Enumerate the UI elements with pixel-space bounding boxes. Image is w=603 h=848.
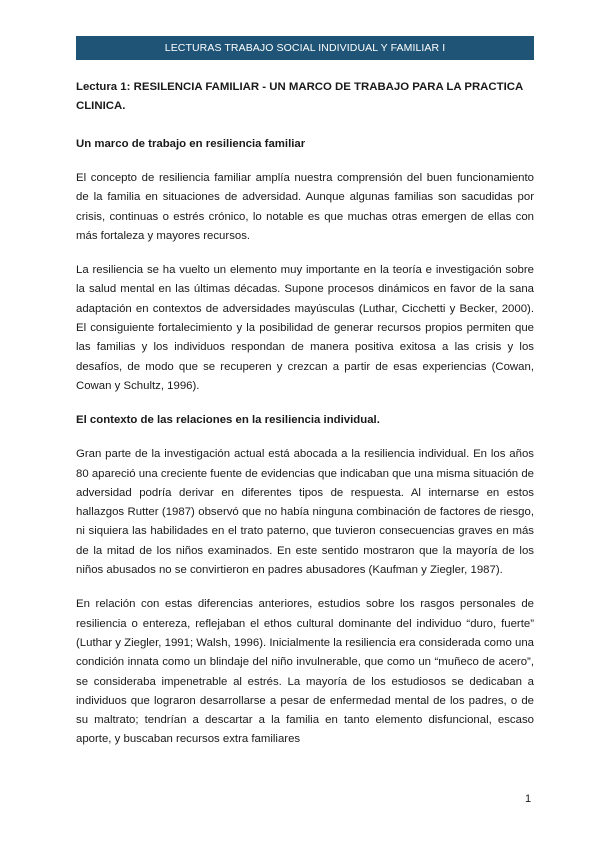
section-heading-marco: Un marco de trabajo en resiliencia familiar: [76, 138, 306, 150]
section-heading-contexto: El contexto de las relaciones en la resiliencia individual.: [76, 414, 380, 427]
running-header-title: LECTURAS TRABAJO SOCIAL INDIVIDUAL Y FAMILIAR I: [164, 42, 446, 54]
running-header: [76, 36, 534, 60]
paragraph-3: Gran parte de la investigación actual está abocada a la resiliencia individual. En los años 80 apareció una creciente fuente de evidencias que indicaban que una misma situación de adversidad podría derivar en diferentes tipos de respuesta. Al internarse en estos hallazgos Rutter (1987) observó que no había ninguna combinación de factores de riesgo, ni siquiera las habilidades en el trato paterno, que tuvieron consecuencias graves en más de la mitad de los niños examinados. En este sentido mostraron que la mayoría de los niños abusados no se convirtieron en padres abusadores (Kaufman y Ziegler, 1987).: [76, 448, 534, 577]
document-title-main: RESILENCIA FAMILIAR - UN MARCO DE TRABAJO PARA LA PRACTICA CLINICA.: [76, 81, 523, 112]
paragraph-2: La resiliencia se ha vuelto un elemento muy importante en la teoría e investigación sobre la salud mental en las últimas décadas. Supone procesos dinámicos en favor de la sana adaptación en contextos de adversidades mayúsculas (Luthar, Cicchetti y Becker, 2000). El consiguiente fortalecimiento y la posibilidad de generar recursos propios permiten que las familias y los individuos respondan de manera positiva exitosa a las crisis y los desafíos, de modo que se recuperen y crezcan a partir de esas experiencias (Cowan, Cowan y Schultz, 1996).: [76, 264, 534, 392]
page-number: 1: [525, 793, 532, 805]
paragraph-4: En relación con estas diferencias anteriores, estudios sobre los rasgos personales de resiliencia o entereza, reflejaban el ethos cultural dominante del individuo “duro, fuerte” (Luthar y Ziegler, 1991; Walsh, 1996). Inicialmente la resiliencia era considerada como una condición innata como un blindaje del niño invulnerable, que como un “muñeco de acero”, se consideraba impenetrable al estrés. La mayoría de los estudiosos se dedicaban a individuos que lograron desarrollarse a pesar de enfermedad mental de los padres, o de su maltrato; tendrían a descartar a la familia en tanto elemento disfuncional, escaso aporte, y buscaban recursos extra familiares: [76, 598, 534, 746]
document-title: [76, 78, 534, 116]
document-body: [76, 78, 534, 765]
paragraph-1: El concepto de resiliencia familiar amplía nuestra comprensión del buen funcionamiento de la familia en situaciones de adversidad. Aunque algunas familias son sacudidas por crisis, continuas o estrés crónico, lo notable es que muchas otras emergen de ellas con más fortaleza y mayores recursos.: [76, 172, 534, 242]
document-title-prefix: Lectura 1:: [76, 81, 131, 93]
